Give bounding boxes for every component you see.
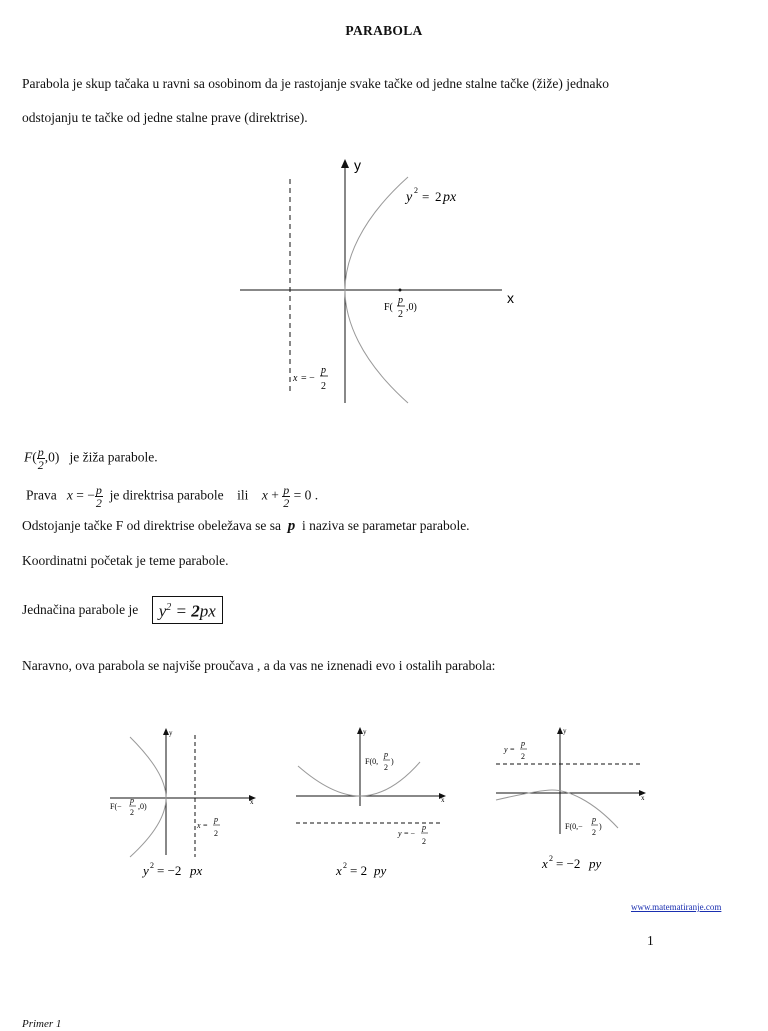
equation-fact: Jednačina parabole je $y^2 = 2px$: [22, 596, 223, 624]
focus-label: [384, 295, 417, 320]
focus-fact: F( $\frac{p}{2}$ ,0) je žiža parabole.: [24, 445, 158, 472]
svg-text:=: =: [422, 189, 430, 204]
svg-text:=: =: [203, 821, 208, 830]
svg-text:x: x: [641, 794, 645, 802]
directrix-label: [292, 365, 328, 392]
svg-text:y: y: [504, 745, 508, 754]
svg-text:= 2: = 2: [350, 863, 368, 878]
svg-text:y: y: [143, 863, 149, 878]
svg-text:p: p: [521, 739, 525, 748]
distance-fact: Odstojanje tačke F od direktrise obeležava se sa p i naziva se parametar parabole.: [22, 518, 470, 534]
others-intro: Naravno, ova parabola se najviše proučava , a da vas ne iznenadi evo i ostalih parabola:: [22, 658, 496, 673]
svg-text:= −: = −: [404, 829, 416, 838]
svg-text:= −: = −: [301, 373, 315, 384]
svg-text:2: 2: [150, 861, 154, 870]
svg-text:x: x: [441, 796, 445, 804]
intro-line-1: Parabola je skup tačaka u ravni sa osobinom da je rastojanje svake tačke od jedne stalne tačke (žiže) jednako: [22, 76, 610, 91]
svg-text:p: p: [422, 823, 426, 832]
small-graph-left-opening: [108, 725, 258, 885]
svg-text:2: 2: [130, 808, 134, 817]
svg-text:y: y: [563, 727, 567, 735]
intro-line-2: odstojanju te tačke od jedne stalne prave (direktrise).: [22, 110, 308, 125]
small-graph-down-opening: [492, 722, 652, 882]
svg-text:= −2: = −2: [157, 863, 182, 878]
svg-text:px: px: [443, 190, 457, 205]
svg-text:2: 2: [214, 829, 218, 838]
svg-text:2: 2: [435, 189, 442, 204]
svg-text:p: p: [592, 815, 596, 824]
svg-text:x: x: [336, 863, 342, 878]
svg-text:2: 2: [521, 752, 525, 761]
svg-text:y: y: [169, 729, 173, 737]
cut-off-text: Primer 1: [22, 1018, 62, 1030]
svg-text:p: p: [384, 750, 388, 759]
main-parabola-graph: [230, 155, 530, 410]
svg-text:y: y: [363, 728, 367, 736]
svg-text:x: x: [250, 798, 254, 806]
directrix-fact: Prava x = − $\frac{p}{2}$ je direktrisa parabole ili x + $\frac{p}{2}$ = 0 .: [26, 483, 319, 510]
svg-text:y: y: [398, 829, 402, 838]
svg-text:2: 2: [549, 854, 553, 863]
equation-box: $y^2 = 2px$: [152, 596, 223, 624]
svg-text:F(: F(: [384, 302, 393, 313]
x-axis-label: x: [507, 290, 514, 306]
svg-text:p: p: [321, 365, 326, 376]
svg-text:2: 2: [384, 763, 388, 772]
svg-text:py: py: [589, 856, 602, 871]
svg-text:,0): ,0): [406, 302, 417, 313]
page-number: 1: [647, 933, 654, 948]
vertex-fact: Koordinatni početak je teme parabole.: [22, 553, 229, 568]
svg-text:F(−: F(−: [110, 802, 122, 811]
svg-text:F(0,−: F(0,−: [565, 822, 583, 831]
svg-text:p: p: [130, 796, 134, 805]
svg-text:p: p: [214, 815, 218, 824]
y-axis-label: y: [354, 157, 361, 173]
svg-text:): ): [599, 822, 602, 831]
svg-text:x: x: [542, 856, 548, 871]
svg-text:2: 2: [592, 828, 596, 837]
svg-text:py: py: [374, 863, 387, 878]
small-graph-up-opening: [292, 722, 452, 882]
svg-text:2: 2: [398, 309, 403, 320]
website-link[interactable]: www.matematiranje.com: [631, 902, 722, 912]
svg-text:x: x: [197, 821, 201, 830]
svg-text:= −2: = −2: [556, 856, 581, 871]
svg-text:=: =: [510, 745, 515, 754]
svg-text:y: y: [406, 190, 413, 205]
y-axis-arrow: [341, 159, 349, 168]
svg-text:p: p: [398, 295, 403, 306]
svg-text:2: 2: [343, 861, 347, 870]
svg-text:): ): [391, 757, 394, 766]
svg-text:x: x: [293, 373, 298, 384]
svg-text:2: 2: [321, 381, 326, 392]
page-title: PARABOLA: [345, 23, 423, 38]
svg-text:,0): ,0): [138, 802, 147, 811]
svg-text:2: 2: [414, 186, 418, 195]
svg-text:px: px: [190, 863, 203, 878]
svg-text:F(0,: F(0,: [365, 757, 379, 766]
main-equation: [404, 186, 457, 205]
svg-text:2: 2: [422, 837, 426, 846]
focus-point: [399, 289, 402, 292]
